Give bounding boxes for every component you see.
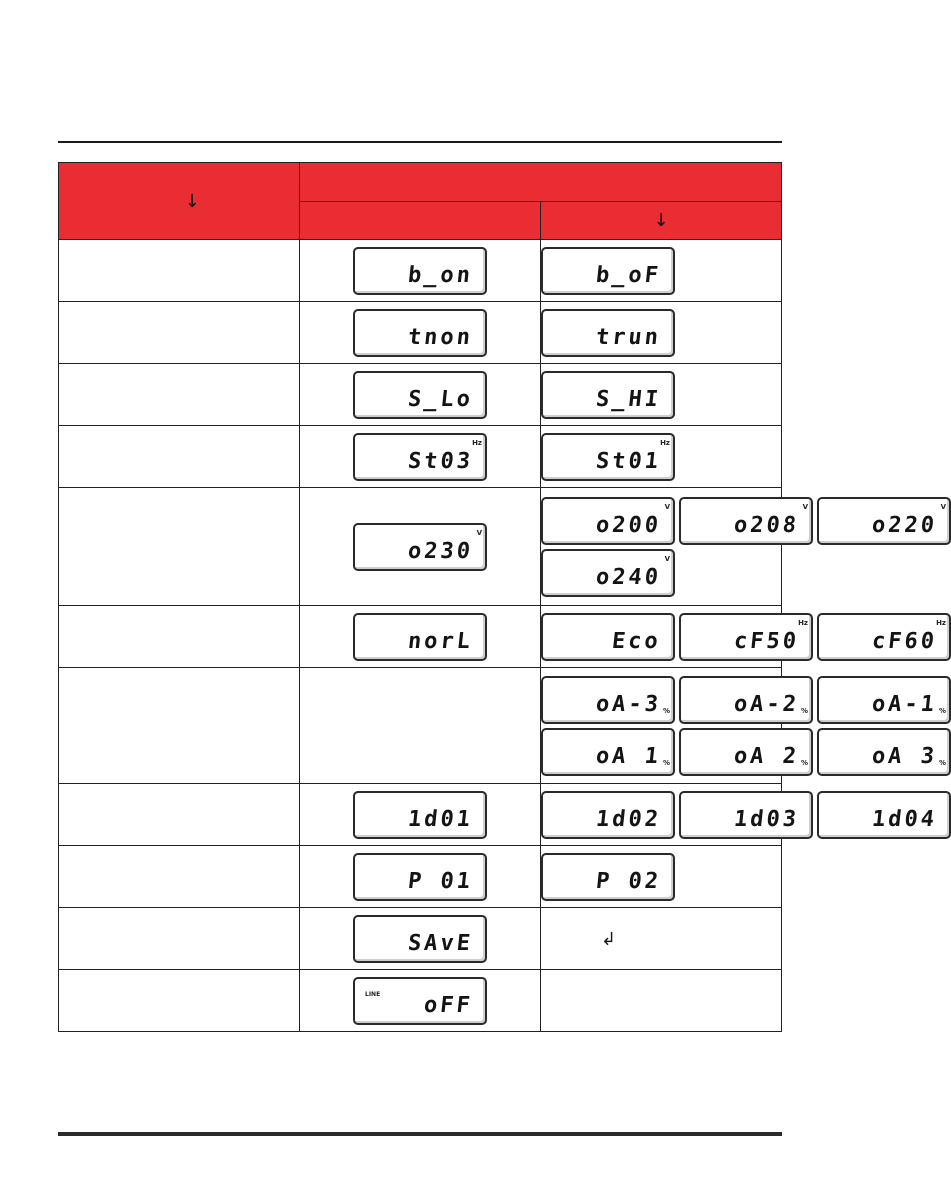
lcd-text: cF50 [732,628,801,654]
lcd-display [541,853,675,901]
lcd-display [817,676,951,724]
default-cell [300,668,541,784]
lcd-text: b_oF [594,262,663,288]
table-row [59,908,782,970]
default-cell [300,970,541,1032]
table-row [59,240,782,302]
lcd-display [353,791,487,839]
lcd-display [679,497,813,545]
lcd-display [541,613,675,661]
options-cell [541,302,782,364]
lcd-unit: V [802,502,808,511]
lcd-display [541,309,675,357]
item-cell [59,908,300,970]
lcd-text: S_Lo [406,386,475,412]
lcd-text: o240 [594,564,663,590]
table-row [59,970,782,1032]
lcd-text: 1d02 [594,806,663,832]
lcd-text: P 01 [406,868,475,894]
lcd-text: o230 [406,538,475,564]
table-row [59,426,782,488]
default-cell [300,302,541,364]
lcd-unit: Hz [660,438,670,447]
lcd-display [353,309,487,357]
item-cell [59,364,300,426]
bottom-rule [58,1132,782,1136]
lcd-display [817,497,951,545]
default-cell [300,846,541,908]
lcd-unit: % [800,758,808,767]
table-row [59,846,782,908]
options-grid [541,497,946,597]
options-cell [541,846,782,908]
lcd-text: St01 [594,448,663,474]
lcd-text: o208 [732,512,801,538]
lcd-unit: % [662,758,670,767]
lcd-text: 1d03 [732,806,801,832]
item-cell [59,240,300,302]
lcd-text: St03 [406,448,475,474]
lcd-text: oA 1 [594,743,663,769]
item-cell [59,302,300,364]
lcd-unit: V [476,528,482,537]
lcd-display [541,791,675,839]
lcd-text: S_HI [594,386,663,412]
lcd-display [679,613,813,661]
lcd-display [541,549,675,597]
item-cell [59,668,300,784]
lcd-unit: Hz [936,618,946,627]
item-cell [59,846,300,908]
default-cell [300,908,541,970]
options-grid [541,309,781,357]
lcd-display [541,247,675,295]
item-cell [59,606,300,668]
options-grid [541,853,781,901]
lcd-display [541,676,675,724]
item-cell [59,488,300,606]
lcd-display [679,676,813,724]
enter-arrow-icon: ↲ [601,928,617,949]
lcd-text: trun [594,324,663,350]
lcd-text: P 02 [594,868,663,894]
lcd-unit: V [940,502,946,511]
default-cell [300,426,541,488]
options-down-arrow-icon: ↓ [653,210,669,231]
lcd-display [353,915,487,963]
table-row [59,488,782,606]
table-row [59,784,782,846]
item-down-arrow-icon: ↓ [184,190,200,212]
lcd-unit: Hz [472,438,482,447]
options-cell [541,908,782,970]
options-cell [541,364,782,426]
lcd-display [541,728,675,776]
lcd-text: o200 [594,512,663,538]
options-grid [541,791,939,839]
default-cell [300,364,541,426]
lcd-display [353,523,487,571]
item-cell [59,970,300,1032]
lcd-display [353,247,487,295]
options-grid [541,371,781,419]
options-grid [541,433,781,481]
lcd-display [541,371,675,419]
table-row [59,302,782,364]
options-cell [541,488,946,606]
default-cell [300,240,541,302]
lcd-display [541,497,675,545]
lcd-text: oA 2 [732,743,801,769]
header-options [541,202,782,240]
lcd-display [353,977,487,1025]
lcd-text: norL [406,628,475,654]
lcd-display [541,433,675,481]
lcd-unit: % [800,706,808,715]
options-cell [541,784,939,846]
default-cell [300,488,541,606]
settings-table [58,162,946,1032]
lcd-display [817,613,951,661]
lcd-text: 1d04 [870,806,939,832]
lcd-display [353,433,487,481]
lcd-text: oA 3 [870,743,939,769]
lcd-display [679,728,813,776]
options-cell [541,240,782,302]
lcd-unit: Hz [798,618,808,627]
default-cell [300,606,541,668]
lcd-text: oA-2 [732,691,801,717]
options-cell [541,606,946,668]
options-cell [541,668,946,784]
lcd-text: SAvE [406,930,475,956]
options-cell [541,970,782,1032]
table-row [59,364,782,426]
lcd-display [353,853,487,901]
options-grid [541,247,781,295]
item-cell [59,784,300,846]
lcd-display [679,791,813,839]
lcd-unit: % [938,706,946,715]
lcd-unit: V [664,554,670,563]
options-grid [541,613,946,661]
header-default [300,202,541,240]
lcd-text: o220 [870,512,939,538]
lcd-text: Eco [610,628,663,654]
lcd-text: b_on [406,262,475,288]
options-cell [541,426,782,488]
lcd-display [353,613,487,661]
lcd-display [817,791,951,839]
header-item [59,163,300,240]
table-row [59,606,782,668]
settings-body [59,240,946,1032]
lcd-tag: LINE [365,990,381,998]
table-row [59,668,782,784]
lcd-text: oA-1 [870,691,939,717]
lcd-unit: V [664,502,670,511]
options-grid [541,676,946,776]
lcd-text: oA-3 [594,691,663,717]
item-cell [59,426,300,488]
header-group [300,163,782,202]
lcd-unit: % [662,706,670,715]
lcd-text: 1d01 [406,806,475,832]
lcd-display [817,728,951,776]
lcd-text: tnon [406,324,475,350]
top-rule [58,141,782,143]
lcd-text: cF60 [870,628,939,654]
default-cell [300,784,541,846]
lcd-unit: % [938,758,946,767]
lcd-text: oFF [422,992,475,1018]
lcd-display [353,371,487,419]
